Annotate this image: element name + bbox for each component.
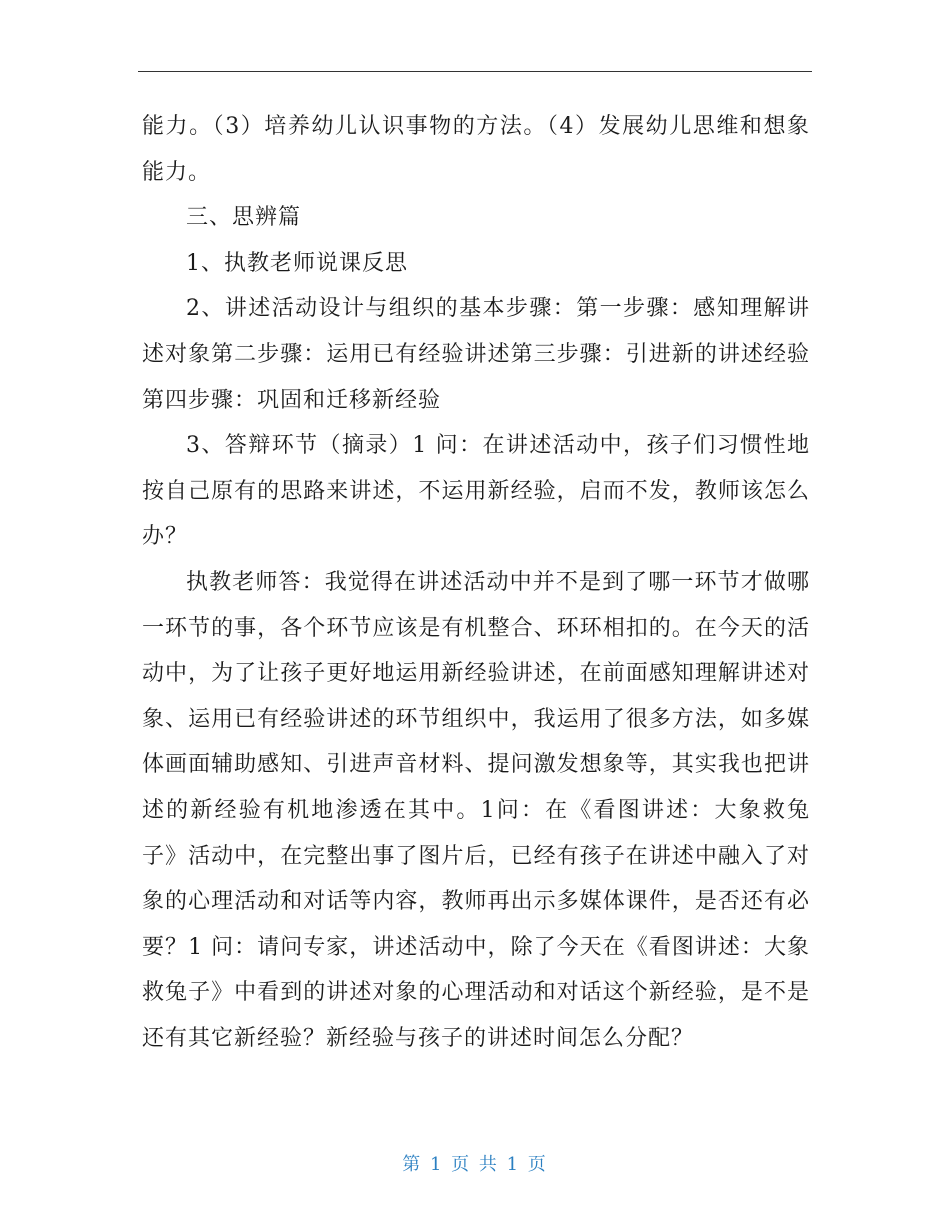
paragraph-4: 2、讲述活动设计与组织的基本步骤：第一步骤：感知理解讲述对象第二步骤：运用已有经验讲述第三步骤：引进新的讲述经验第四步骤：巩固和迁移新经验 <box>142 296 810 413</box>
page-number: 第 1 页 共 1 页 <box>402 1154 548 1175</box>
page-footer <box>0 1150 950 1176</box>
paragraph-5: 3、答辩环节（摘录）1 问：在讲述活动中，孩子们习惯性地按自己原有的思路来讲述，不运用新经验，启而不发，教师该怎么办？ <box>142 433 810 550</box>
section-heading: 三、思辨篇 <box>186 205 302 231</box>
paragraph-6: 执教老师答：我觉得在讲述活动中并不是到了哪一环节才做哪一环节的事，各个环节应该是有机整合、环环相扣的。在今天的活动中，为了让孩子更好地运用新经验讲述，在前面感知理解讲述对象、运用已有经验讲述的环节组织中，我运用了很多方法，如多媒体画面辅助感知、引进声音材料、提问激发想象等，其实我也把讲述的新经验有机地渗透在其中。1问：在《看图讲述：大象救兔子》活动中，在完整出事了图片后，已经有孩子在讲述中融入了对象的心理活动和对话等内容，教师再出示多媒体课件，是否还有必要？1 问：请问专家，讲述活动中，除了今天在《看图讲述：大象救兔子》中看到的讲述对象的心理活动和对话这个新经验，是不是还有其它新经验？新经验与孩子的讲述时间怎么分配？ <box>142 569 810 1051</box>
paragraph-1: 能力。（3）培养幼儿认识事物的方法。（4）发展幼儿思维和想象能力。 <box>142 114 810 185</box>
document-body <box>142 104 810 1061</box>
paragraph-3: 1、执教老师说课反思 <box>186 250 408 276</box>
header-rule <box>138 71 812 72</box>
